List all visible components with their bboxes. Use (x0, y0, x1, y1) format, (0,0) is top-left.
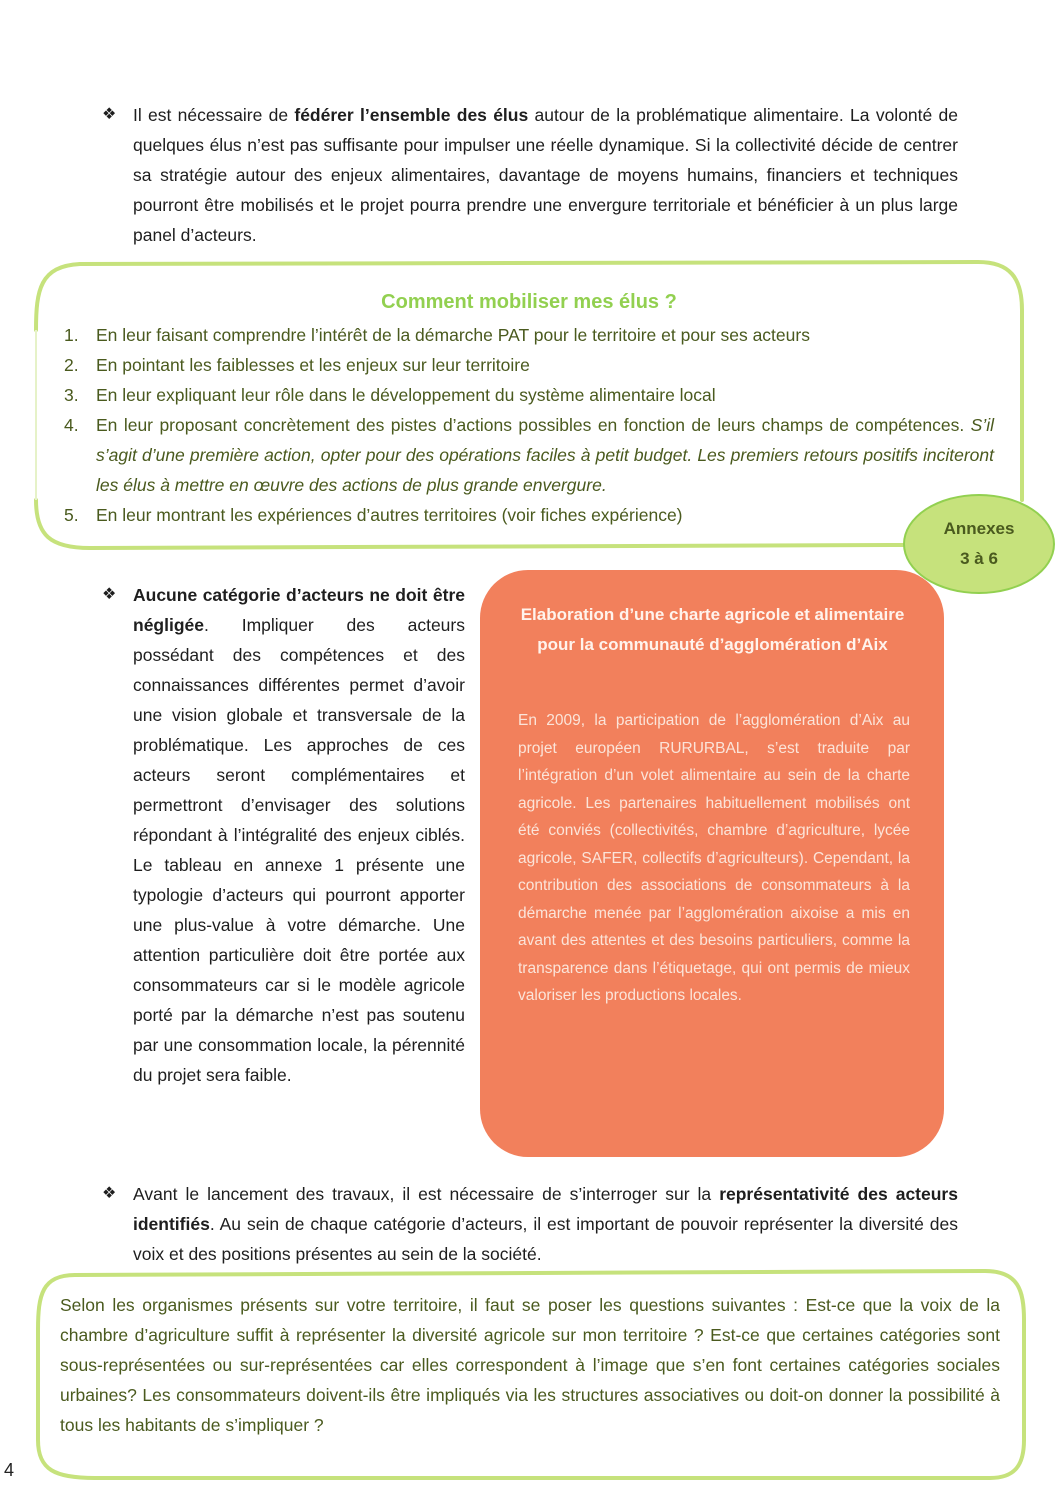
bullet1-pre: Il est nécessaire de (133, 105, 295, 125)
paragraph-federer-elus (133, 100, 958, 250)
list-item (64, 350, 994, 380)
bullet3-post: . Au sein de chaque catégorie d’acteurs, il est important de pouvoir représenter la diversité des voix et des positions présentes au sein de la société. (133, 1214, 958, 1264)
list-text: En leur expliquant leur rôle dans le développement du système alimentaire local (96, 385, 716, 405)
bullet3-bold: représentativité des acteurs identifiés (133, 1184, 958, 1234)
paragraph-categories-acteurs (133, 580, 465, 1090)
bullet1-bold: fédérer l’ensemble des élus (294, 105, 529, 125)
list-text: En leur faisant comprendre l’intérêt de la démarche PAT pour le territoire et pour ses acteurs (96, 325, 810, 345)
case-study-title: Elaboration d’une charte agricole et alimentaire pour la communauté d’agglomération d’Aix (520, 605, 905, 654)
paragraph-representativite (133, 1179, 958, 1269)
case-study-body: En 2009, la participation de l’agglomération d’Aix au projet européen RURURBAL, s’est traduite par l’intégration d’un volet alimentaire au sein de la charte agricole. Les partenaires habituellement mobilisés ont été conviés (collectivités, chambre d’agriculture, lycée agricole, SAFER, collectifs d’agriculteurs). Cependant, la contribution des associations de consommateurs à la démarche menée par l’agglomération aixoise a mis en avant des attentes et des besoins particuliers, comme la transparence dans l’étiquetage, qui ont permis de mieux valoriser les productions locales. (518, 712, 910, 1004)
bullet-icon: ❖ (102, 1185, 117, 1202)
questions-text: Selon les organismes présents sur votre territoire, il faut se poser les questions suivantes : Est-ce que la voix de la chambre d’agriculture suffit à représenter la diversité agricole sur mon territoire ? Est-ce que certaines catégories sont sous-représentées ou sur-représentées car elles correspondent à l’image que s’en font certaines catégories sociales urbaines? Les consommateurs doivent-ils être impliqués via les structures associatives ou doit-on donner la possibilité à tous les habitants de s’impliquer ? (60, 1295, 1000, 1435)
bullet-icon: ❖ (102, 106, 117, 123)
list-number: 2. (64, 355, 79, 375)
annexes-badge (903, 494, 1055, 594)
bullet2-post: . Impliquer des acteurs possédant des compétences et des connaissances différentes permet d’avoir une vision globale et transversale de la problématique. Les approches de ces acteurs seront complémentaires et permettront d’envisager des solutions répondant à l’intégralité des enjeux ciblés. Le tableau en annexe 1 présente une typologie d’acteurs qui pourront apporter une plus-value à votre démarche. Une attention particulière doit être portée aux consommateurs car si le modèle agricole porté par la démarche n’est pas soutenu par une consommation locale, la pérennité du projet sera faible. (133, 615, 465, 1085)
list-number: 1. (64, 325, 79, 345)
list-number: 3. (64, 385, 79, 405)
annexes-range: 3 à 6 (960, 549, 998, 568)
bullet-icon: ❖ (102, 586, 117, 603)
list-item (64, 320, 994, 350)
list-number: 4. (64, 415, 79, 435)
mobilize-list (64, 320, 994, 530)
bullet3-pre: Avant le lancement des travaux, il est nécessaire de s’interroger sur la (133, 1184, 720, 1204)
list-text-italic: S’il s’agit d’une première action, opter pour des opérations faciles à petit budget. Les premiers retours positifs inciteront les élus à mettre en œuvre des actions de plus grande envergure. (96, 415, 994, 495)
mobilize-title: Comment mobiliser mes élus ? (381, 291, 677, 313)
bullet1-post: autour de la problématique alimentaire. La volonté de quelques élus n’est pas suffisante pour impulser une réelle dynamique. Si la collectivité décide de centrer sa stratégie autour des enjeux alimentaires, davantage de moyens humains, financiers et techniques pourront être mobilisés et le projet pourra prendre une envergure territoriale et bénéficier à un plus large panel d’acteurs. (133, 105, 959, 245)
list-item (64, 410, 994, 500)
list-text: En leur montrant les expériences d’autres territoires (voir fiches expérience) (96, 505, 683, 525)
list-number: 5. (64, 505, 79, 525)
bullet2-bold: Aucune catégorie d’acteurs ne doit être négligée (133, 585, 465, 635)
page-number: 4 (4, 1460, 15, 1480)
list-text: En pointant les faiblesses et les enjeux sur leur territoire (96, 355, 530, 375)
list-item (64, 500, 994, 530)
annexes-label: Annexes (943, 519, 1015, 538)
list-item (64, 380, 994, 410)
list-text: En leur proposant concrètement des pistes d’actions possibles en fonction de leurs champs de compétences. (96, 415, 971, 435)
